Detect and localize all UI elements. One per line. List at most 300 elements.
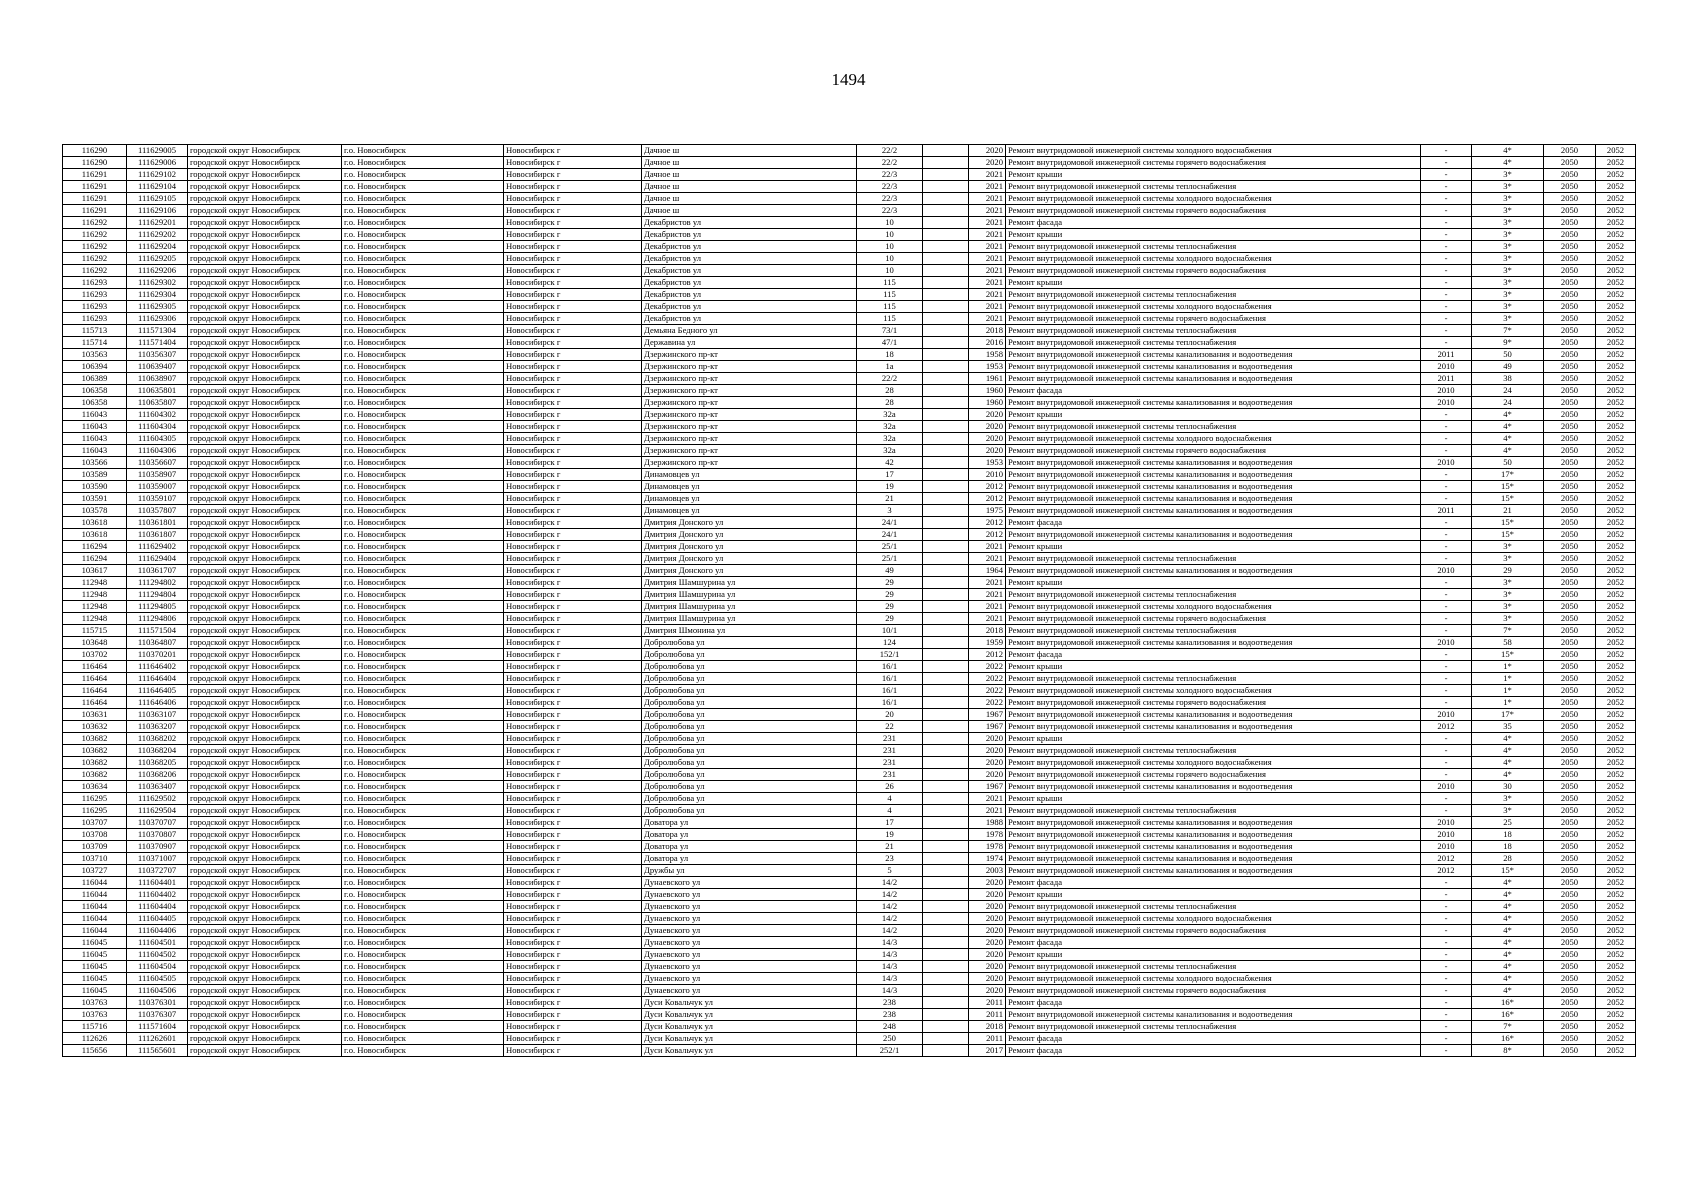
- row-work-type: Ремонт крыши: [1006, 409, 1421, 421]
- row-last-repair-year: -: [1421, 661, 1472, 673]
- table-row: [63, 361, 1636, 373]
- row-work-id: 111629104: [127, 181, 188, 193]
- row-district: г.о. Новосибирск: [342, 277, 504, 289]
- row-work-id: 110364807: [127, 637, 188, 649]
- row-settlement: Новосибирск г: [504, 361, 642, 373]
- row-work-id: 111604502: [127, 949, 188, 961]
- row-last-repair-year: -: [1421, 205, 1472, 217]
- row-work-id: 111629306: [127, 313, 188, 325]
- row-year-built: 2012: [969, 529, 1006, 541]
- row-plan-year-end: 2052: [1596, 361, 1636, 373]
- row-municipality: городской округ Новосибирск: [188, 517, 342, 529]
- row-plan-year-start: 2050: [1544, 541, 1596, 553]
- row-street: Добролюбова ул: [642, 709, 857, 721]
- row-house-number: 238: [857, 1009, 923, 1021]
- row-wear: 15*: [1472, 481, 1544, 493]
- row-year-built: 2020: [969, 889, 1006, 901]
- row-district: г.о. Новосибирск: [342, 925, 504, 937]
- row-plan-year-end: 2052: [1596, 625, 1636, 637]
- row-municipality: городской округ Новосибирск: [188, 325, 342, 337]
- row-work-id: 111629502: [127, 793, 188, 805]
- row-plan-year-start: 2050: [1544, 949, 1596, 961]
- row-work-type: Ремонт внутридомовой инженерной системы теплоснабжения: [1006, 1021, 1421, 1033]
- row-work-id: 111294802: [127, 577, 188, 589]
- table-row: [63, 541, 1636, 553]
- row-house-id: 106389: [63, 373, 127, 385]
- row-house-number: 3: [857, 505, 923, 517]
- row-last-repair-year: -: [1421, 445, 1472, 457]
- row-work-type: Ремонт внутридомовой инженерной системы холодного водоснабжения: [1006, 301, 1421, 313]
- row-house-id: 116291: [63, 181, 127, 193]
- row-building: [923, 781, 969, 793]
- row-house-id: 116290: [63, 145, 127, 157]
- row-municipality: городской округ Новосибирск: [188, 349, 342, 361]
- row-settlement: Новосибирск г: [504, 733, 642, 745]
- row-work-type: Ремонт крыши: [1006, 793, 1421, 805]
- row-settlement: Новосибирск г: [504, 193, 642, 205]
- row-wear: 50: [1472, 349, 1544, 361]
- row-work-type: Ремонт внутридомовой инженерной системы холодного водоснабжения: [1006, 601, 1421, 613]
- row-plan-year-end: 2052: [1596, 553, 1636, 565]
- row-district: г.о. Новосибирск: [342, 1033, 504, 1045]
- table-row: [63, 793, 1636, 805]
- row-plan-year-start: 2050: [1544, 1033, 1596, 1045]
- row-year-built: 1959: [969, 637, 1006, 649]
- row-district: г.о. Новосибирск: [342, 781, 504, 793]
- row-plan-year-start: 2050: [1544, 889, 1596, 901]
- row-last-repair-year: -: [1421, 337, 1472, 349]
- row-house-number: 17: [857, 817, 923, 829]
- row-wear: 3*: [1472, 253, 1544, 265]
- row-street: Добролюбова ул: [642, 745, 857, 757]
- row-plan-year-end: 2052: [1596, 493, 1636, 505]
- row-building: [923, 913, 969, 925]
- table-row: [63, 553, 1636, 565]
- row-house-id: 116043: [63, 421, 127, 433]
- row-district: г.о. Новосибирск: [342, 433, 504, 445]
- row-plan-year-end: 2052: [1596, 1045, 1636, 1057]
- row-house-id: 103707: [63, 817, 127, 829]
- row-house-number: 10: [857, 217, 923, 229]
- row-street: Динамовцев ул: [642, 481, 857, 493]
- row-last-repair-year: 2011: [1421, 505, 1472, 517]
- row-street: Добролюбова ул: [642, 769, 857, 781]
- row-house-number: 250: [857, 1033, 923, 1045]
- row-house-number: 24/1: [857, 529, 923, 541]
- row-district: г.о. Новосибирск: [342, 865, 504, 877]
- row-year-built: 2020: [969, 925, 1006, 937]
- row-plan-year-start: 2050: [1544, 349, 1596, 361]
- row-street: Добролюбова ул: [642, 733, 857, 745]
- row-last-repair-year: -: [1421, 217, 1472, 229]
- row-plan-year-end: 2052: [1596, 841, 1636, 853]
- row-building: [923, 601, 969, 613]
- table-row: [63, 349, 1636, 361]
- row-plan-year-end: 2052: [1596, 421, 1636, 433]
- row-plan-year-start: 2050: [1544, 217, 1596, 229]
- row-municipality: городской округ Новосибирск: [188, 445, 342, 457]
- row-wear: 29: [1472, 565, 1544, 577]
- row-settlement: Новосибирск г: [504, 853, 642, 865]
- row-work-type: Ремонт внутридомовой инженерной системы канализования и водоотведения: [1006, 457, 1421, 469]
- row-building: [923, 337, 969, 349]
- row-year-built: 1978: [969, 841, 1006, 853]
- row-street: Дмитрия Шмонина ул: [642, 625, 857, 637]
- row-wear: 38: [1472, 373, 1544, 385]
- row-work-id: 111604406: [127, 925, 188, 937]
- row-building: [923, 541, 969, 553]
- row-district: г.о. Новосибирск: [342, 613, 504, 625]
- row-house-number: 22/3: [857, 193, 923, 205]
- row-year-built: 2021: [969, 601, 1006, 613]
- row-plan-year-start: 2050: [1544, 601, 1596, 613]
- table-row: [63, 301, 1636, 313]
- row-district: г.о. Новосибирск: [342, 289, 504, 301]
- row-municipality: городской округ Новосибирск: [188, 853, 342, 865]
- row-municipality: городской округ Новосибирск: [188, 253, 342, 265]
- row-house-number: 1а: [857, 361, 923, 373]
- row-last-repair-year: -: [1421, 169, 1472, 181]
- row-house-number: 24/1: [857, 517, 923, 529]
- row-house-id: 116292: [63, 217, 127, 229]
- row-house-id: 103648: [63, 637, 127, 649]
- row-settlement: Новосибирск г: [504, 901, 642, 913]
- row-district: г.о. Новосибирск: [342, 757, 504, 769]
- row-street: Дружбы ул: [642, 865, 857, 877]
- row-settlement: Новосибирск г: [504, 913, 642, 925]
- row-work-id: 110639407: [127, 361, 188, 373]
- row-street: Дзержинского пр-кт: [642, 361, 857, 373]
- table-row: [63, 181, 1636, 193]
- row-last-repair-year: -: [1421, 877, 1472, 889]
- row-house-id: 116292: [63, 229, 127, 241]
- row-plan-year-end: 2052: [1596, 433, 1636, 445]
- row-house-number: 22: [857, 721, 923, 733]
- row-building: [923, 625, 969, 637]
- row-house-id: 112948: [63, 577, 127, 589]
- row-house-id: 116464: [63, 697, 127, 709]
- row-work-id: 110368202: [127, 733, 188, 745]
- row-year-built: 2018: [969, 625, 1006, 637]
- row-building: [923, 205, 969, 217]
- row-work-id: 110363207: [127, 721, 188, 733]
- row-plan-year-start: 2050: [1544, 841, 1596, 853]
- row-house-number: 29: [857, 601, 923, 613]
- row-work-type: Ремонт внутридомовой инженерной системы холодного водоснабжения: [1006, 913, 1421, 925]
- row-house-id: 103682: [63, 769, 127, 781]
- row-plan-year-start: 2050: [1544, 577, 1596, 589]
- row-settlement: Новосибирск г: [504, 169, 642, 181]
- row-street: Дмитрия Донского ул: [642, 565, 857, 577]
- row-building: [923, 733, 969, 745]
- row-plan-year-end: 2052: [1596, 529, 1636, 541]
- row-year-built: 1953: [969, 361, 1006, 373]
- row-plan-year-start: 2050: [1544, 445, 1596, 457]
- row-last-repair-year: 2010: [1421, 385, 1472, 397]
- row-plan-year-end: 2052: [1596, 565, 1636, 577]
- row-municipality: городской округ Новосибирск: [188, 541, 342, 553]
- row-last-repair-year: -: [1421, 253, 1472, 265]
- row-building: [923, 301, 969, 313]
- row-plan-year-end: 2052: [1596, 877, 1636, 889]
- row-district: г.о. Новосибирск: [342, 841, 504, 853]
- row-wear: 3*: [1472, 589, 1544, 601]
- row-plan-year-end: 2052: [1596, 733, 1636, 745]
- row-plan-year-end: 2052: [1596, 253, 1636, 265]
- row-plan-year-start: 2050: [1544, 145, 1596, 157]
- row-settlement: Новосибирск г: [504, 553, 642, 565]
- row-street: Дмитрия Донского ул: [642, 529, 857, 541]
- row-work-type: Ремонт внутридомовой инженерной системы канализования и водоотведения: [1006, 469, 1421, 481]
- row-last-repair-year: -: [1421, 589, 1472, 601]
- row-house-id: 116295: [63, 805, 127, 817]
- row-district: г.о. Новосибирск: [342, 709, 504, 721]
- row-settlement: Новосибирск г: [504, 373, 642, 385]
- row-house-id: 116294: [63, 553, 127, 565]
- row-year-built: 1975: [969, 505, 1006, 517]
- row-house-id: 103632: [63, 721, 127, 733]
- row-plan-year-start: 2050: [1544, 517, 1596, 529]
- row-municipality: городской округ Новосибирск: [188, 337, 342, 349]
- row-district: г.о. Новосибирск: [342, 325, 504, 337]
- row-house-id: 112948: [63, 613, 127, 625]
- row-municipality: городской округ Новосибирск: [188, 277, 342, 289]
- row-work-type: Ремонт внутридомовой инженерной системы канализования и водоотведения: [1006, 853, 1421, 865]
- table-row: [63, 613, 1636, 625]
- row-building: [923, 373, 969, 385]
- row-work-type: Ремонт внутридомовой инженерной системы холодного водоснабжения: [1006, 685, 1421, 697]
- row-house-number: 231: [857, 757, 923, 769]
- row-work-id: 111629204: [127, 241, 188, 253]
- row-wear: 4*: [1472, 985, 1544, 997]
- row-house-id: 116293: [63, 313, 127, 325]
- row-year-built: 2020: [969, 409, 1006, 421]
- row-last-repair-year: -: [1421, 697, 1472, 709]
- row-building: [923, 1009, 969, 1021]
- row-year-built: 2021: [969, 169, 1006, 181]
- row-house-id: 103617: [63, 565, 127, 577]
- table-row: [63, 517, 1636, 529]
- row-plan-year-start: 2050: [1544, 829, 1596, 841]
- row-plan-year-end: 2052: [1596, 973, 1636, 985]
- row-plan-year-end: 2052: [1596, 385, 1636, 397]
- row-municipality: городской округ Новосибирск: [188, 169, 342, 181]
- table-row: [63, 661, 1636, 673]
- row-district: г.о. Новосибирск: [342, 769, 504, 781]
- row-wear: 16*: [1472, 1009, 1544, 1021]
- row-plan-year-end: 2052: [1596, 949, 1636, 961]
- row-year-built: 1964: [969, 565, 1006, 577]
- row-work-id: 111571504: [127, 625, 188, 637]
- row-wear: 17*: [1472, 709, 1544, 721]
- row-work-type: Ремонт внутридомовой инженерной системы теплоснабжения: [1006, 337, 1421, 349]
- row-last-repair-year: -: [1421, 313, 1472, 325]
- row-municipality: городской округ Новосибирск: [188, 469, 342, 481]
- row-year-built: 2021: [969, 613, 1006, 625]
- row-settlement: Новосибирск г: [504, 1021, 642, 1033]
- row-work-id: 111629404: [127, 553, 188, 565]
- row-work-id: 111629006: [127, 157, 188, 169]
- row-building: [923, 745, 969, 757]
- row-house-number: 115: [857, 301, 923, 313]
- row-settlement: Новосибирск г: [504, 1009, 642, 1021]
- row-house-id: 103591: [63, 493, 127, 505]
- row-year-built: 2020: [969, 433, 1006, 445]
- row-street: Дунаевского ул: [642, 889, 857, 901]
- row-house-number: 22/2: [857, 157, 923, 169]
- row-settlement: Новосибирск г: [504, 961, 642, 973]
- row-municipality: городской округ Новосибирск: [188, 781, 342, 793]
- row-municipality: городской округ Новосибирск: [188, 157, 342, 169]
- row-work-id: 111571404: [127, 337, 188, 349]
- row-settlement: Новосибирск г: [504, 937, 642, 949]
- row-street: Добролюбова ул: [642, 697, 857, 709]
- row-house-id: 116045: [63, 973, 127, 985]
- row-work-type: Ремонт внутридомовой инженерной системы канализования и водоотведения: [1006, 829, 1421, 841]
- row-building: [923, 325, 969, 337]
- row-street: Декабристов ул: [642, 277, 857, 289]
- row-district: г.о. Новосибирск: [342, 217, 504, 229]
- row-work-id: 111629102: [127, 169, 188, 181]
- row-municipality: городской округ Новосибирск: [188, 625, 342, 637]
- row-last-repair-year: -: [1421, 265, 1472, 277]
- row-wear: 3*: [1472, 553, 1544, 565]
- row-settlement: Новосибирск г: [504, 325, 642, 337]
- row-house-number: 25/1: [857, 541, 923, 553]
- row-work-id: 110361801: [127, 517, 188, 529]
- row-work-id: 111294805: [127, 601, 188, 613]
- row-plan-year-start: 2050: [1544, 157, 1596, 169]
- row-street: Динамовцев ул: [642, 469, 857, 481]
- row-street: Дмитрия Шамшурина ул: [642, 601, 857, 613]
- row-plan-year-end: 2052: [1596, 205, 1636, 217]
- row-building: [923, 685, 969, 697]
- row-settlement: Новосибирск г: [504, 661, 642, 673]
- row-work-id: 111294804: [127, 589, 188, 601]
- row-last-repair-year: -: [1421, 241, 1472, 253]
- row-house-id: 103708: [63, 829, 127, 841]
- row-building: [923, 517, 969, 529]
- row-house-id: 116291: [63, 169, 127, 181]
- row-work-type: Ремонт крыши: [1006, 277, 1421, 289]
- row-municipality: городской округ Новосибирск: [188, 949, 342, 961]
- row-district: г.о. Новосибирск: [342, 637, 504, 649]
- row-building: [923, 361, 969, 373]
- row-work-id: 111604506: [127, 985, 188, 997]
- row-wear: 3*: [1472, 193, 1544, 205]
- row-wear: 4*: [1472, 421, 1544, 433]
- row-wear: 3*: [1472, 601, 1544, 613]
- row-year-built: 2021: [969, 205, 1006, 217]
- row-district: г.о. Новосибирск: [342, 649, 504, 661]
- row-wear: 16*: [1472, 1033, 1544, 1045]
- table-row: [63, 733, 1636, 745]
- row-work-type: Ремонт внутридомовой инженерной системы горячего водоснабжения: [1006, 985, 1421, 997]
- row-work-type: Ремонт внутридомовой инженерной системы горячего водоснабжения: [1006, 313, 1421, 325]
- row-municipality: городской округ Новосибирск: [188, 793, 342, 805]
- row-house-number: 14/3: [857, 949, 923, 961]
- row-building: [923, 853, 969, 865]
- row-last-repair-year: -: [1421, 529, 1472, 541]
- row-work-type: Ремонт внутридомовой инженерной системы холодного водоснабжения: [1006, 193, 1421, 205]
- row-district: г.о. Новосибирск: [342, 601, 504, 613]
- row-settlement: Новосибирск г: [504, 805, 642, 817]
- row-work-id: 111604305: [127, 433, 188, 445]
- row-building: [923, 169, 969, 181]
- row-work-type: Ремонт внутридомовой инженерной системы теплоснабжения: [1006, 745, 1421, 757]
- row-work-type: Ремонт крыши: [1006, 889, 1421, 901]
- row-district: г.о. Новосибирск: [342, 1009, 504, 1021]
- row-year-built: 2018: [969, 1021, 1006, 1033]
- row-plan-year-start: 2050: [1544, 493, 1596, 505]
- row-plan-year-start: 2050: [1544, 757, 1596, 769]
- table-row: [63, 889, 1636, 901]
- row-year-built: 2021: [969, 241, 1006, 253]
- row-house-number: 14/3: [857, 985, 923, 997]
- row-plan-year-end: 2052: [1596, 337, 1636, 349]
- row-district: г.о. Новосибирск: [342, 805, 504, 817]
- row-street: Доватора ул: [642, 841, 857, 853]
- row-district: г.о. Новосибирск: [342, 193, 504, 205]
- row-municipality: городской округ Новосибирск: [188, 481, 342, 493]
- row-work-type: Ремонт внутридомовой инженерной системы горячего водоснабжения: [1006, 769, 1421, 781]
- row-wear: 3*: [1472, 241, 1544, 253]
- page-number: 1494: [831, 70, 866, 89]
- row-plan-year-end: 2052: [1596, 577, 1636, 589]
- row-work-type: Ремонт внутридомовой инженерной системы холодного водоснабжения: [1006, 145, 1421, 157]
- row-settlement: Новосибирск г: [504, 313, 642, 325]
- row-house-number: 21: [857, 493, 923, 505]
- row-last-repair-year: -: [1421, 901, 1472, 913]
- row-house-number: 238: [857, 997, 923, 1009]
- row-work-id: 111646404: [127, 673, 188, 685]
- row-building: [923, 565, 969, 577]
- row-last-repair-year: -: [1421, 409, 1472, 421]
- row-district: г.о. Новосибирск: [342, 685, 504, 697]
- row-work-id: 110635801: [127, 385, 188, 397]
- row-district: г.о. Новосибирск: [342, 745, 504, 757]
- table-row: [63, 337, 1636, 349]
- row-district: г.о. Новосибирск: [342, 553, 504, 565]
- row-municipality: городской округ Новосибирск: [188, 817, 342, 829]
- row-house-id: 116291: [63, 193, 127, 205]
- row-year-built: 1967: [969, 709, 1006, 721]
- row-settlement: Новосибирск г: [504, 769, 642, 781]
- row-house-id: 112626: [63, 1033, 127, 1045]
- row-wear: 4*: [1472, 877, 1544, 889]
- row-plan-year-end: 2052: [1596, 709, 1636, 721]
- row-plan-year-start: 2050: [1544, 937, 1596, 949]
- row-house-number: 19: [857, 829, 923, 841]
- row-street: Декабристов ул: [642, 253, 857, 265]
- row-house-number: 10: [857, 265, 923, 277]
- row-house-id: 103634: [63, 781, 127, 793]
- row-work-id: 111629504: [127, 805, 188, 817]
- row-district: г.о. Новосибирск: [342, 385, 504, 397]
- row-year-built: 2020: [969, 145, 1006, 157]
- row-work-id: 110356307: [127, 349, 188, 361]
- table-row: [63, 877, 1636, 889]
- row-wear: 4*: [1472, 733, 1544, 745]
- row-plan-year-start: 2050: [1544, 289, 1596, 301]
- row-year-built: 2011: [969, 997, 1006, 1009]
- row-plan-year-start: 2050: [1544, 613, 1596, 625]
- row-work-type: Ремонт внутридомовой инженерной системы теплоснабжения: [1006, 289, 1421, 301]
- row-municipality: городской округ Новосибирск: [188, 241, 342, 253]
- row-district: г.о. Новосибирск: [342, 505, 504, 517]
- row-municipality: городской округ Новосибирск: [188, 433, 342, 445]
- row-building: [923, 505, 969, 517]
